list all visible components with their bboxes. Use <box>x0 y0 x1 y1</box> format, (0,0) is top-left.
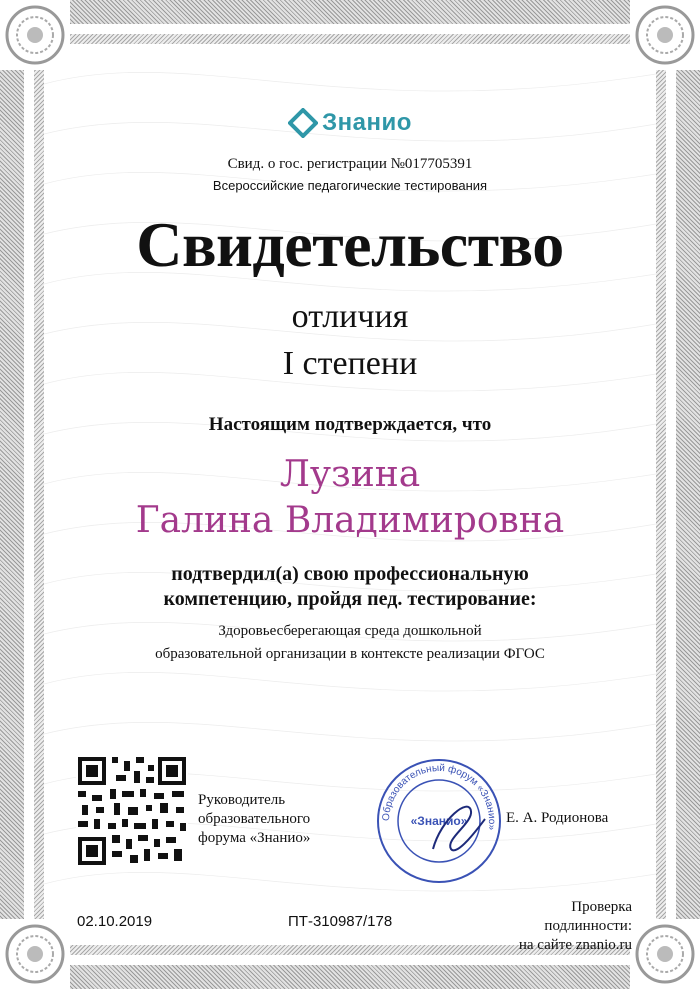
course-title <box>0 620 700 666</box>
corner-ornament-bottom-left <box>0 919 70 989</box>
recipient-surname: Лузина <box>279 454 421 495</box>
issue-date: 02.10.2019 <box>77 913 153 930</box>
check-line-1: Проверка <box>571 899 632 915</box>
statement-line-1: подтвердил(а) свою профессиональную <box>171 563 529 585</box>
signer-name: Е. А. Родионова <box>506 810 609 826</box>
statement-line-2: компетенцию, пройдя пед. тестирование: <box>163 588 537 610</box>
head-line-1: Руководитель <box>198 792 286 808</box>
seal-ring-text: Образовательный форум «Знанио» <box>380 762 498 831</box>
course-line-1: Здоровьесберегающая среда дошкольной <box>218 623 482 639</box>
znanio-logo <box>0 108 700 138</box>
verification-note <box>470 898 632 955</box>
head-title <box>198 791 310 848</box>
qr-code-icon[interactable] <box>76 755 188 867</box>
subtitle: Всероссийские педагогические тестирования <box>212 178 488 193</box>
degree-line-2: I степени <box>282 345 418 382</box>
corner-ornament-bottom-right <box>630 919 700 989</box>
check-line-2: подлинности: <box>544 918 632 934</box>
course-line-2: образовательной организации в контексте реализации ФГОС <box>155 646 545 662</box>
head-line-3: форума «Знанио» <box>198 830 311 846</box>
logo-text: Знанио <box>322 109 412 136</box>
official-seal-icon <box>375 757 503 885</box>
degree-line-1: отличия <box>291 298 409 335</box>
head-line-2: образовательного <box>198 811 311 827</box>
registration-number: Свид. о гос. регистрации №017705391 <box>227 156 473 172</box>
certificate-title: Свидетельство <box>136 209 564 280</box>
znanio-logo-icon <box>288 108 318 138</box>
statement <box>0 562 700 612</box>
confirm-text: Настоящим подтверждается, что <box>208 414 492 435</box>
corner-ornament-top-left <box>0 0 70 70</box>
seal-center-text: «Знанио» <box>410 814 468 828</box>
document-number: ПТ-310987/178 <box>288 913 393 930</box>
corner-ornament-top-right <box>630 0 700 70</box>
recipient-given-name: Галина Владимировна <box>135 500 565 541</box>
check-line-3[interactable]: на сайте znanio.ru <box>518 937 632 953</box>
